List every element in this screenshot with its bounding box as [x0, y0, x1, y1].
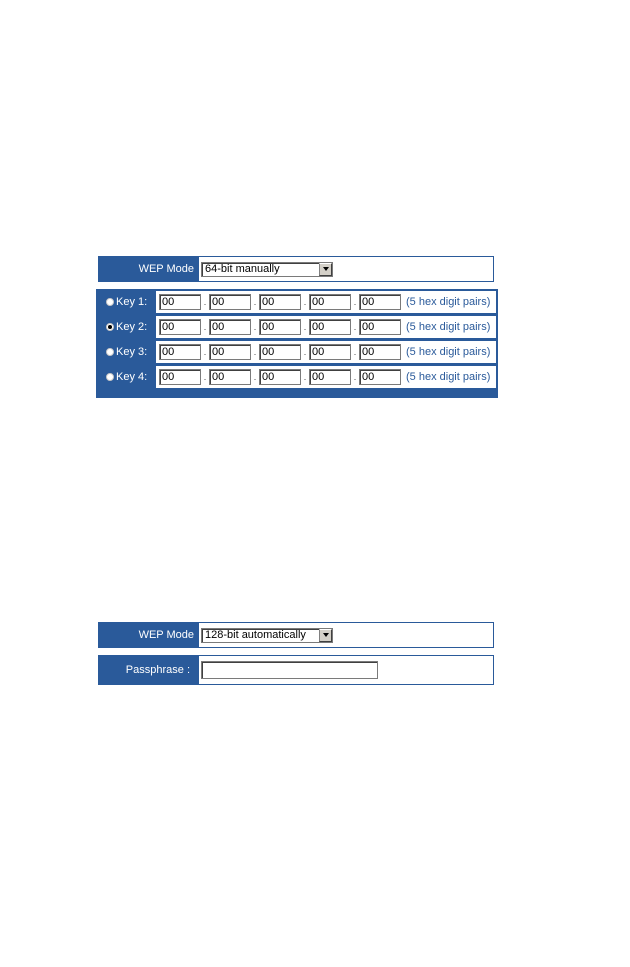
- key-4-label: Key 4:: [116, 371, 148, 383]
- key-1-hex-2[interactable]: 00: [209, 294, 251, 310]
- key-3-hex-5[interactable]: 00: [359, 344, 401, 360]
- key-4-hex-2[interactable]: 00: [209, 369, 251, 385]
- wep-mode-label: WEP Mode: [98, 256, 198, 282]
- chevron-down-icon[interactable]: [319, 629, 332, 642]
- wep-mode-value: 64-bit manually: [205, 262, 280, 275]
- key-row-1: Key 1: 00 . 00 . 00 . 00 . 00 (5 hex digit pairs): [98, 291, 496, 313]
- chevron-down-icon[interactable]: [319, 263, 332, 276]
- passphrase-panel: [98, 655, 494, 685]
- key-1-hint: (5 hex digit pairs): [406, 296, 491, 308]
- key-2-hex-2[interactable]: 00: [209, 319, 251, 335]
- key-2-hint: (5 hex digit pairs): [406, 321, 491, 333]
- wep-mode-value-2: 128-bit automatically: [205, 628, 306, 641]
- key-4-hint: (5 hex digit pairs): [406, 371, 491, 383]
- key-1-radio[interactable]: [106, 298, 114, 306]
- key-1-hex-5[interactable]: 00: [359, 294, 401, 310]
- key-4-hex-4[interactable]: 00: [309, 369, 351, 385]
- wep-keys-panel: [96, 289, 498, 398]
- wep-mode-label-2: WEP Mode: [98, 622, 198, 648]
- key-1-hex-3[interactable]: 00: [259, 294, 301, 310]
- key-2-hex-4[interactable]: 00: [309, 319, 351, 335]
- key-3-hex-2[interactable]: 00: [209, 344, 251, 360]
- wep-mode-select[interactable]: [201, 262, 333, 277]
- wep-mode-select-2[interactable]: [201, 628, 333, 643]
- key-row-2: Key 2: 00 . 00 . 00 . 00 . 00 (5 hex digit pairs): [98, 316, 496, 338]
- wep-mode-panel-2: [98, 622, 494, 648]
- passphrase-input[interactable]: [201, 661, 378, 679]
- key-3-hint: (5 hex digit pairs): [406, 346, 491, 358]
- key-3-hex-3[interactable]: 00: [259, 344, 301, 360]
- key-2-hex-3[interactable]: 00: [259, 319, 301, 335]
- key-3-hex-1[interactable]: 00: [159, 344, 201, 360]
- key-row-3: Key 3: 00 . 00 . 00 . 00 . 00 (5 hex digit pairs): [98, 341, 496, 363]
- wep-mode-panel-1: [98, 256, 494, 282]
- key-2-radio[interactable]: [106, 323, 114, 331]
- key-3-label: Key 3:: [116, 346, 148, 358]
- key-4-hex-3[interactable]: 00: [259, 369, 301, 385]
- key-1-label: Key 1:: [116, 296, 148, 308]
- key-1-hex-1[interactable]: 00: [159, 294, 201, 310]
- key-row-4: Key 4: 00 . 00 . 00 . 00 . 00 (5 hex digit pairs): [98, 366, 496, 388]
- key-3-hex-4[interactable]: 00: [309, 344, 351, 360]
- key-3-radio[interactable]: [106, 348, 114, 356]
- key-4-hex-5[interactable]: 00: [359, 369, 401, 385]
- key-2-hex-1[interactable]: 00: [159, 319, 201, 335]
- key-1-hex-4[interactable]: 00: [309, 294, 351, 310]
- key-4-radio[interactable]: [106, 373, 114, 381]
- key-4-hex-1[interactable]: 00: [159, 369, 201, 385]
- key-2-label: Key 2:: [116, 321, 148, 333]
- passphrase-label: Passphrase :: [98, 655, 198, 685]
- key-2-hex-5[interactable]: 00: [359, 319, 401, 335]
